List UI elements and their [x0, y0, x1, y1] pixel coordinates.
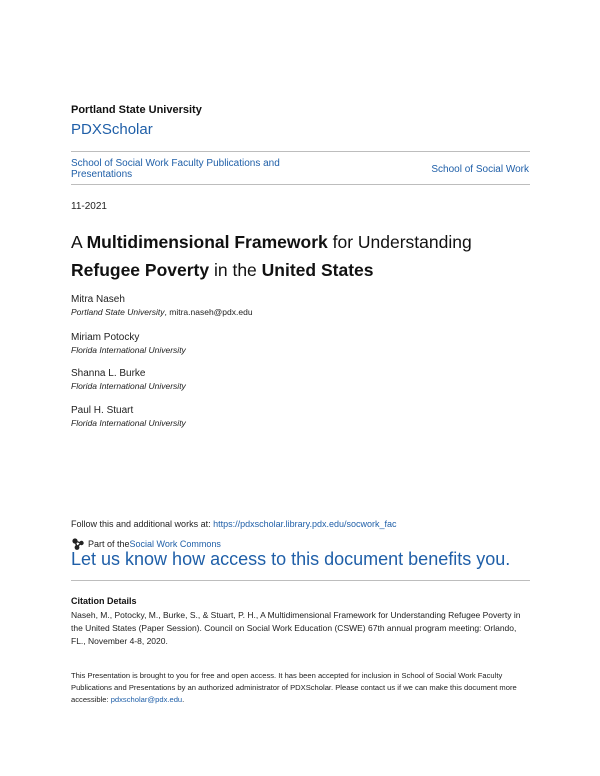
author-affiliation: Portland State University, mitra.naseh@pdx.edu — [71, 307, 253, 317]
collection-link[interactable]: School of Social Work Faculty Publications and Presentations — [71, 158, 280, 180]
publication-date: 11-2021 — [71, 201, 107, 212]
repository-link[interactable]: PDXScholar — [71, 121, 153, 138]
author-name: Shanna L. Burke — [71, 368, 146, 379]
document-title: A Multidimensional Framework for Understanding Refugee Poverty in the United States — [71, 232, 472, 280]
author-affiliation: Florida International University — [71, 418, 186, 428]
institution-name: Portland State University — [71, 104, 202, 116]
author-affiliation: Florida International University — [71, 345, 186, 355]
author-name: Mitra Naseh — [71, 294, 125, 305]
author-entry — [71, 331, 471, 356]
author-entry — [71, 404, 471, 429]
contact-email-link[interactable]: pdxscholar@pdx.edu — [110, 695, 183, 704]
author-name: Paul H. Stuart — [71, 405, 134, 416]
author-name: Miriam Potocky — [71, 332, 140, 343]
divider-top — [71, 151, 530, 152]
author-entry — [71, 293, 471, 318]
follow-line: Follow this and additional works at: https://pdxscholar.library.pdx.edu/socwork_fac — [71, 519, 397, 529]
part-of-line: Part of the Social Work Commons — [71, 537, 221, 551]
author-entry — [71, 367, 471, 392]
access-notice: This Presentation is brought to you for free and open access. It has been accepted for inclusion in School of Social Work Faculty Publications and Presentations by an authorized administrator of PDXScholar. Please contact us if we can make this document more accessible: pdxscholar@pdx.edu. — [71, 671, 517, 704]
author-affiliation: Florida International University — [71, 381, 186, 391]
divider-bottom — [71, 184, 530, 185]
citation-heading: Citation Details — [71, 596, 137, 606]
divider-citation — [71, 580, 530, 581]
collection-url-link[interactable]: https://pdxscholar.library.pdx.edu/socwork_fac — [213, 519, 397, 529]
feedback-link[interactable]: Let us know how access to this document benefits you. — [71, 549, 511, 569]
department-link[interactable]: School of Social Work — [431, 164, 529, 175]
citation-body: Naseh, M., Potocky, M., Burke, S., & Stuart, P. H., A Multidimensional Framework for Understanding Refugee Poverty in the United States (Paper Session). Council on Social Work Education (CSWE) 67th annual program meeting: Orlando, FL., November 4-8, 2020. — [71, 610, 521, 646]
social-work-commons-link[interactable]: Social Work Commons — [129, 539, 221, 549]
